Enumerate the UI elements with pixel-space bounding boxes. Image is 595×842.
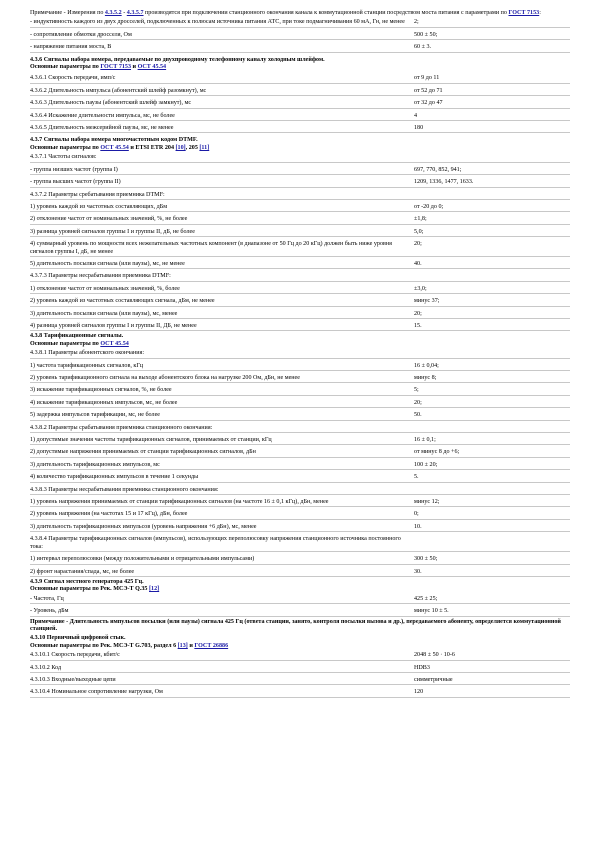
param-value: минус 37;	[414, 298, 440, 305]
param-value: 10.	[414, 523, 422, 530]
param-row	[30, 487, 570, 495]
param-value: 1209, 1336, 1477, 1633.	[414, 179, 474, 186]
param-row	[30, 437, 570, 445]
param-label: 1) уровень напряжения принимаемых от станции тарификационных сигналов (на частоте 16 ± 0,1 кГц), дБн, менее	[30, 499, 329, 506]
param-row	[30, 350, 570, 358]
section-subtitle: и	[187, 642, 195, 649]
param-row	[30, 75, 570, 83]
link-4-3-5-2[interactable]: 4.3.5.2	[104, 10, 122, 16]
link-ost-45-54[interactable]: ОСТ 45.54	[137, 64, 167, 71]
param-row	[30, 261, 570, 269]
section-heading-4-3-7	[30, 137, 570, 152]
param-row	[30, 179, 570, 187]
param-row	[30, 100, 570, 108]
section-title: 4.3.6 Сигналы набора номера, передаваемые по двухпроводному телефонному каналу холодным шлейфом.	[30, 56, 325, 63]
link-4-3-5-7[interactable]: 4.3.5.7	[126, 10, 144, 16]
section-title: 4.3.8 Тарификационные сигналы.	[30, 333, 124, 340]
param-value: 20;	[414, 241, 422, 248]
param-label: 4.3.8.4 Параметры тарификационных сигналов (импульсов), использующих переполюсовку напряжения станционного источника постоянного тока:	[30, 536, 401, 550]
param-row	[30, 462, 570, 470]
section-subtitle: Основные параметры по	[30, 64, 101, 71]
param-label: 4) разница уровней сигналов группы I и группы II, ДБ, не менее	[30, 322, 197, 329]
param-value: 16 ± 0,1;	[414, 437, 436, 444]
document-page	[30, 10, 570, 698]
param-row	[30, 387, 570, 395]
param-row	[30, 536, 570, 552]
param-row	[30, 113, 570, 121]
param-label: 4.3.6.3 Длительность паузы (абонентский шлейф замкнут), мс	[30, 100, 192, 107]
param-value: 30.	[414, 568, 422, 575]
param-label: 4.3.8.3 Параметры несрабатывания приемника станционного окончания:	[30, 486, 219, 493]
param-label: 4.3.8.1 Параметры абонентского окончания:	[30, 350, 145, 357]
param-label: - группа низших частот (группа I)	[30, 166, 118, 173]
link-gost-7153[interactable]: ГОСТ 7153	[100, 64, 132, 71]
param-label: - Частота, Гц	[30, 595, 64, 602]
param-label: 4.3.6.5 Длительность межсерийной паузы, мс, не менее	[30, 125, 174, 132]
param-value: 16 ± 0,04;	[414, 362, 439, 369]
param-value: минус 10 ± 5.	[414, 608, 449, 615]
param-label: 4.3.10.1 Скорость передачи, кбит/с	[30, 652, 120, 659]
param-label: 4.3.10.4 Номинальное сопротивление нагрузки, Ом	[30, 689, 163, 696]
param-label: 3) искажение тарификационных сигналов, %, не более	[30, 387, 172, 394]
param-value: симметричные	[414, 676, 453, 683]
param-label: 4.3.10.3 Входные/выходные цепи	[30, 676, 116, 683]
section-heading-4-3-8	[30, 333, 570, 348]
param-row	[30, 273, 570, 281]
param-label: 1) уровень каждой из частотных составляющих, дБм	[30, 203, 168, 210]
param-row	[30, 363, 570, 371]
param-row	[30, 167, 570, 175]
section-subtitle: и ETSI ETR 204	[128, 144, 176, 151]
param-label: 3) длительность тарификационных импульсов (уровень напряжения +6 дБн), мс, менее	[30, 523, 257, 530]
param-label: 4.3.7.1 Частоты сигналов:	[30, 154, 97, 161]
param-row	[30, 375, 570, 383]
param-label: 2) уровень тарификационного сигнала на выходе абонентского блока на нагрузке 200 Ом, дБн, не менее	[30, 375, 300, 381]
param-label: 1) интервал переполюсовки (между положительными и отрицательными импульсами)	[30, 556, 255, 563]
param-row	[30, 229, 570, 237]
param-row	[30, 596, 570, 604]
param-label: 2) допустимые напряжения принимаемых от станции тарификационных сигналов, дБн	[30, 449, 256, 456]
param-label: 5) длительность посылки сигнала (или паузы), мс, не менее	[30, 260, 185, 267]
param-label: 4.3.8.2 Параметры срабатывания приемника станционного окончания:	[30, 424, 213, 431]
link-ref-10[interactable]: [10]	[175, 144, 186, 151]
param-value: 697, 770, 852, 941;	[414, 166, 462, 173]
param-value: 20;	[414, 310, 422, 317]
param-row	[30, 569, 570, 577]
note-425hz: Примечание - Длительность импульсов посылки (или паузы) сигнала 425 Гц (ответа станции, занято, контроля посылки вызова и др.), передаваемого абоненту, определяется коммутационной станцией.	[30, 618, 561, 632]
param-value: от минус 8 до +6;	[414, 449, 460, 456]
param-row	[30, 323, 570, 331]
param-row	[30, 412, 570, 420]
note-text: :	[539, 10, 541, 16]
param-row	[30, 425, 570, 433]
param-value: 5,0;	[414, 228, 424, 235]
param-row	[30, 665, 570, 673]
param-label: 4.3.6.2 Длительность импульса (абонентский шлейф разомкнут), мс	[30, 87, 207, 94]
param-value: 2;	[414, 19, 419, 26]
param-row	[30, 556, 570, 564]
param-row	[30, 125, 570, 133]
param-label: - индуктивность каждого из двух дросселей, подключенных к полюсам источника питания АТС, при токе подмагничивания 60 мА, Гн, не менее	[30, 19, 405, 26]
param-row	[30, 241, 570, 257]
section-heading-4-3-9	[30, 579, 570, 594]
param-row	[30, 677, 570, 685]
param-label: 4.3.10.2 Код	[30, 664, 62, 671]
link-ost-45-54[interactable]: ОСТ 45.54	[100, 340, 129, 347]
param-row	[30, 32, 570, 40]
param-label: - группа высших частот (группа II)	[30, 179, 121, 186]
param-row	[30, 400, 570, 408]
link-gost-26886[interactable]: ГОСТ 26886	[194, 642, 229, 649]
section-subtitle: Основные параметры по	[30, 340, 101, 347]
param-label: 4.3.7.3 Параметры несрабатывания приемника DTMF:	[30, 273, 171, 280]
link-ref-11[interactable]: [11]	[199, 144, 210, 151]
param-value: 120	[414, 689, 424, 696]
param-row	[30, 511, 570, 519]
param-label: 1) частота тарификационных сигналов, кГц	[30, 362, 144, 369]
param-value: минус 8;	[414, 375, 437, 381]
link-ref-13[interactable]: [13]	[177, 642, 188, 649]
section-subtitle: Основные параметры по Рек. МСЭ-Т Q.35	[30, 586, 149, 593]
param-label: 3) разница уровней сигналов группы I и группы II, дБ, не более	[30, 228, 195, 235]
param-value: HDB3	[414, 664, 430, 671]
param-value: 5;	[414, 387, 419, 394]
param-row	[30, 19, 570, 27]
param-row	[30, 298, 570, 306]
note-measurement	[30, 10, 570, 17]
note-text: -	[121, 10, 127, 16]
param-label: 4) суммарный уровень по мощности всех нежелательных частотных компонент (в диапазоне от 50 Гц до 20 кГц) должен быть ниже уровня сигналов группы I, дБ, не менее	[30, 241, 392, 255]
param-value: 20;	[414, 399, 422, 406]
param-value: 0;	[414, 511, 419, 518]
param-value: 300 ± 50;	[414, 556, 438, 563]
param-row	[30, 204, 570, 212]
param-value: минус 12;	[414, 499, 440, 506]
param-row	[30, 44, 570, 52]
section-subtitle: Основные параметры по	[30, 144, 101, 151]
param-label: 3) длительность тарификационных импульсов, мс	[30, 461, 160, 468]
param-value: 4	[414, 112, 418, 119]
section-subtitle: , 205	[185, 144, 200, 151]
param-value: 50.	[414, 412, 422, 419]
param-value: от 32 до 47	[414, 100, 443, 107]
section-title: 4.3.7 Сигналы набора номера многочастотным кодом DTMF.	[30, 137, 198, 144]
param-row	[30, 286, 570, 294]
param-row	[30, 449, 570, 457]
param-value: 500 ± 50;	[414, 31, 438, 38]
param-label: 4) количество тарификационных импульсов в течение 1 секунды	[30, 474, 199, 481]
param-value: 100 ± 20;	[414, 461, 438, 468]
param-label: 1) отклонение частот от номинальных значений, %, более	[30, 285, 180, 292]
param-value: 40.	[414, 260, 422, 267]
param-value: от 52 до 71	[414, 87, 443, 94]
param-value: 15.	[414, 322, 422, 329]
param-row	[30, 608, 570, 616]
param-row	[30, 499, 570, 507]
param-row	[30, 216, 570, 224]
param-label: 1) допустимые значения частоты тарификационных сигналов, принимаемых от станции, кГц	[30, 437, 272, 444]
param-value: 60 ± 3.	[414, 44, 432, 51]
param-value: 2048 ± 50 · 10-6	[414, 652, 455, 659]
param-label: 2) отклонение частот от номинальных значений, %, не более	[30, 216, 188, 223]
param-label: 5) задержка импульсов тарификации, мс, не более	[30, 412, 160, 419]
section-heading-4-3-10	[30, 635, 570, 650]
param-label: - сопротивление обмотки дросселя, Ом	[30, 31, 132, 38]
param-label: 4) искажение тарификационных импульсов, мс, не более	[30, 399, 178, 406]
param-label: 2) уровень напряжения (на частотах 15 и 17 кГц), дБн, более	[30, 511, 188, 518]
param-value: от -20 до 0;	[414, 203, 444, 210]
param-label: 4.3.6.1 Скорость передачи, имп/с	[30, 75, 116, 82]
param-value: от 9 до 11	[414, 75, 440, 82]
param-label: - напряжение питания моста, В	[30, 44, 112, 51]
param-row	[30, 192, 570, 200]
param-label: 4.3.7.2 Параметры сребатывания приемника DTMF:	[30, 191, 165, 198]
section-title: 4.3.10 Первичный цифровой стык.	[30, 635, 126, 642]
param-value: ±3,0;	[414, 285, 427, 292]
param-label: 2) уровень каждой из частотных составляющих сигнала, дБм, не менее	[30, 298, 215, 305]
param-value: ±1,8;	[414, 216, 427, 223]
param-row	[30, 652, 570, 660]
note-text: Примечание - Измерения по	[30, 10, 105, 16]
param-value: 5.	[414, 474, 419, 481]
link-ost-45-54[interactable]: ОСТ 45.54	[100, 144, 129, 151]
section-title: 4.3.9 Сигнал местного генератора 425 Гц.	[30, 578, 144, 585]
param-value: 180	[414, 125, 424, 132]
param-row	[30, 311, 570, 319]
link-ref-12[interactable]: [12]	[149, 586, 160, 593]
note-text: производятся при подключении станционного окончания канала к коммутационной станции посредством моста питания с параметрами по	[143, 10, 509, 16]
param-row	[30, 154, 570, 162]
param-label: 4.3.6.4 Искажение длительности импульса, мс, не более	[30, 112, 175, 119]
param-row	[30, 689, 570, 697]
param-row	[30, 524, 570, 532]
param-value: 425 ± 25;	[414, 595, 438, 602]
section-heading-4-3-6	[30, 57, 570, 72]
section-subtitle: и	[131, 64, 138, 71]
param-label: 3) длительность посылки сигнала (или паузы), мс, менее	[30, 310, 178, 317]
param-row	[30, 88, 570, 96]
param-row	[30, 474, 570, 482]
param-label: - Уровень, дБм	[30, 608, 69, 615]
link-gost-7153[interactable]: ГОСТ 7153	[508, 10, 540, 16]
section-subtitle: Основные параметры по Рек. МСЭ-Т G.703, раздел 6	[30, 642, 178, 649]
param-label: 2) фронт нарастания/спада, мс, не более	[30, 568, 135, 575]
